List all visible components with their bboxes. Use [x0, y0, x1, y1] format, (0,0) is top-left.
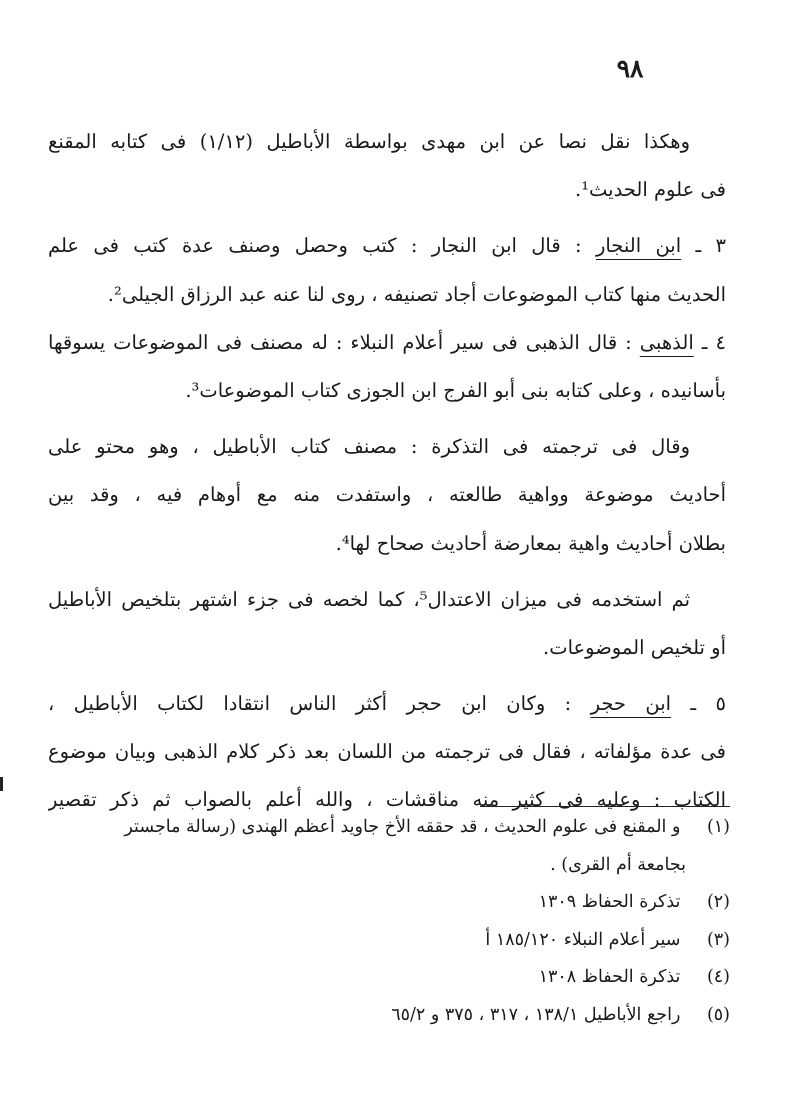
footnote-1-text: و المقنع فى علوم الحديث ، قد حققه الأخ جاويد أعظم الهندى (رسالة ماجستر [124, 817, 681, 837]
page-number: ٩٨ [616, 54, 644, 83]
footnote-3 [48, 922, 730, 960]
footnotes [48, 806, 730, 1034]
text-line-1: وهكذا نقل نصا عن ابن مهدى بواسطة الأباطيل (١/١٢) فى كتابه المقنع [48, 130, 690, 153]
footnote-3-text: سير أعلام النبلاء ١٨٥/١٢٠ أ [485, 929, 681, 950]
footnote-4 [48, 959, 730, 997]
text-line-12: ٥ ـ ابن حجر : وكان ابن حجر أكثر الناس انتقادا لكتاب الأباطيل ، [48, 692, 726, 716]
footnote-2-number: (٢) [706, 892, 730, 912]
text-line-9: بطلان أحاديث واهية بمعارضة أحاديث صحاح لها⁴. [335, 531, 726, 555]
text-line-8: أحاديث موضوعة وواهية طالعته ، واستفدت منه مع أوهام فيه ، وقد بين [48, 483, 726, 507]
footnote-3-number: (٣) [706, 929, 730, 950]
text-line-13: فى عدة مؤلفاته ، فقال فى ترجمته من اللسان بعد ذكر كلام الذهبى وبيان موضوع [48, 740, 726, 764]
footnote-2 [48, 884, 730, 922]
text-line-5: ٤ ـ الذهبى : قال الذهبى فى سير أعلام النبلاء : له مصنف فى الموضوعات يسوقها [48, 330, 726, 354]
footnote-rule [480, 806, 730, 807]
footnote-5 [48, 997, 730, 1035]
footnote-4-number: (٤) [706, 967, 730, 987]
text-line-10: ثم استخدمه فى ميزان الاعتدال⁵، كما لخصه فى جزء اشتهر بتلخيص الأباطيل [48, 587, 690, 611]
text-line-6: بأسانيده ، وعلى كتابه بنى أبو الفرج ابن الجوزى كتاب الموضوعات³. [185, 378, 726, 402]
footnote-2-text: تذكرة الحفاظ ١٣٠٩ [538, 892, 681, 912]
footnote-1-number: (١) [706, 817, 730, 837]
footnote-1-continued: بجامعة أم القرى) . [550, 854, 686, 875]
text-line-14: الكتاب : وعليه فى كثير منه مناقشات ، والله أعلم بالصواب ثم ذكر تقصير [48, 788, 726, 812]
footnote-1 [48, 809, 730, 847]
section-head: الذهبى [639, 330, 694, 354]
margin-mark [0, 777, 3, 791]
section-head: ابن النجار [595, 234, 682, 258]
text-line-3-content: ٣ ـ ابن النجار : قال ابن النجار : كتب وحصل وصنف عدة كتب فى علم [48, 234, 726, 258]
text-line-11: أو تلخيص الموضوعات. [543, 635, 726, 659]
section-head: ابن حجر [590, 692, 672, 716]
text-line-7: وقال فى ترجمته فى التذكرة : مصنف كتاب الأباطيل ، وهو محتو على [48, 435, 690, 459]
footnote-5-text: راجع الأباطيل ١٣٨/١ ، ٣١٧ ، ٣٧٥ و ٦٥/٢ [391, 1004, 681, 1025]
text-line-4: الحديث منها كتاب الموضوعات أجاد تصنيفه ، روى لنا عنه عبد الرزاق الجيلى². [107, 282, 726, 306]
footnote-4-text: تذكرة الحفاظ ١٣٠٨ [538, 967, 681, 987]
footnote-5-number: (٥) [706, 1004, 730, 1025]
text-line-2: فى علوم الحديث¹. [575, 178, 726, 202]
main-text [48, 118, 726, 825]
text-line-3 [48, 222, 726, 270]
